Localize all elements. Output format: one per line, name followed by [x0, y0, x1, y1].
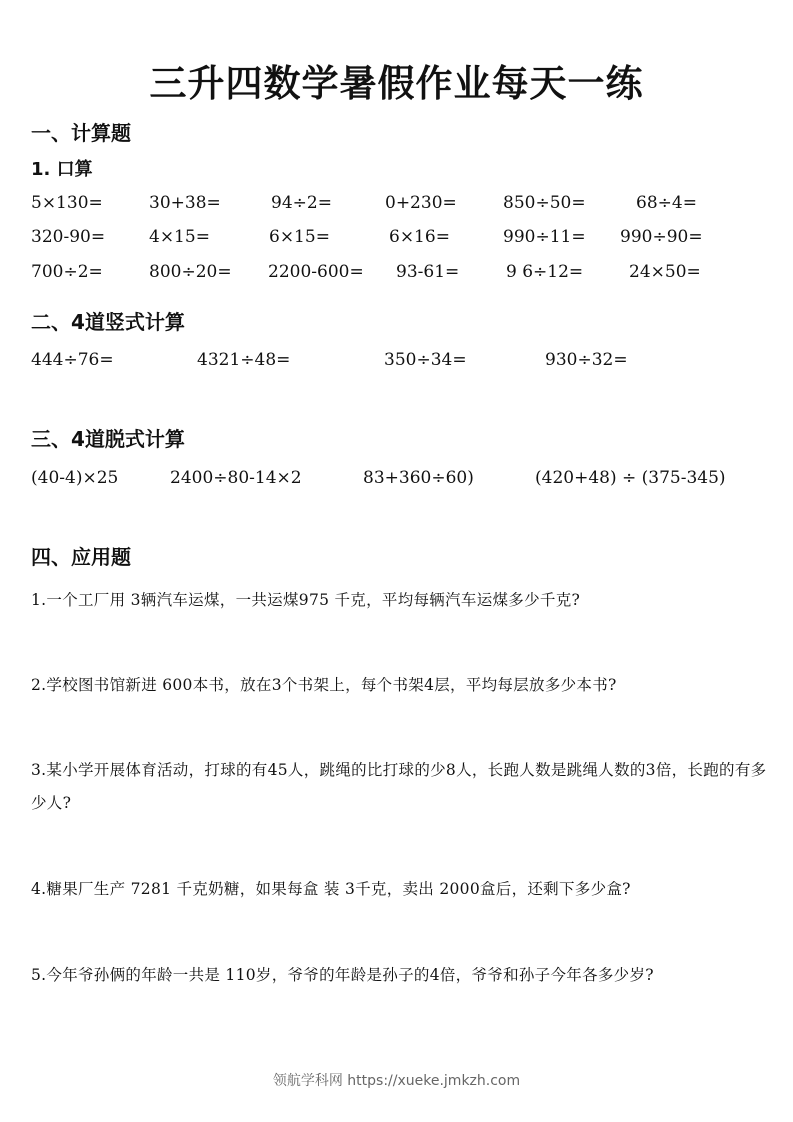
- mental-math-item: 30+38=: [149, 193, 221, 213]
- mental-math-item: 6×15=: [269, 227, 330, 247]
- section-heading-vertical: 二、4道竖式计算: [31, 310, 185, 334]
- section-heading-word-problems: 四、应用题: [31, 545, 131, 569]
- mental-math-item: 320-90=: [31, 227, 106, 247]
- stepwise-calc-item: (420+48) ÷ (375-345): [535, 468, 726, 488]
- section-heading-stepwise: 三、4道脱式计算: [31, 427, 185, 451]
- word-problem: 3.某小学开展体育活动，打球的有45人，跳绳的比打球的少8人，长跑人数是跳绳人数的3倍，长跑的有多少人?: [31, 761, 767, 812]
- mental-math-item: 990÷11=: [503, 227, 586, 247]
- mental-math-item: 93-61=: [396, 262, 460, 282]
- vertical-calc-item: 4321÷48=: [197, 350, 291, 370]
- stepwise-calc-item: (40-4)×25: [31, 468, 119, 488]
- mental-math-item: 2200-600=: [268, 262, 364, 282]
- mental-math-item: 68÷4=: [636, 193, 697, 213]
- mental-math-item: 700÷2=: [31, 262, 103, 282]
- mental-math-item: 4×15=: [149, 227, 210, 247]
- footer-watermark: 领航学科网 https://xueke.jmkzh.com: [272, 1073, 521, 1089]
- page-title: 三升四数学暑假作业每天一练: [149, 62, 644, 105]
- word-problem: 5.今年爷孙俩的年龄一共是 110岁，爷爷的年龄是孙子的4倍，爷爷和孙子今年各多少岁?: [31, 966, 654, 984]
- subheading-mental-math: 1. 口算: [31, 159, 93, 180]
- mental-math-item: 6×16=: [389, 227, 450, 247]
- stepwise-calc-item: 2400÷80-14×2: [170, 468, 302, 488]
- mental-math-item: 5×130=: [31, 193, 103, 213]
- vertical-calc-item: 444÷76=: [31, 350, 114, 370]
- stepwise-calc-item: 83+360÷60): [363, 468, 474, 488]
- section-heading-calculation: 一、计算题: [31, 121, 131, 145]
- mental-math-item: 0+230=: [385, 193, 457, 213]
- mental-math-item: 800÷20=: [149, 262, 232, 282]
- word-problem: 2.学校图书馆新进 600本书，放在3个书架上，每个书架4层，平均每层放多少本书?: [31, 676, 617, 694]
- mental-math-item: 990÷90=: [620, 227, 703, 247]
- mental-math-item: 850÷50=: [503, 193, 586, 213]
- vertical-calc-item: 350÷34=: [384, 350, 467, 370]
- vertical-calc-item: 930÷32=: [545, 350, 628, 370]
- mental-math-item: 9 6÷12=: [506, 262, 584, 282]
- word-problem: 1.一个工厂用 3辆汽车运煤，一共运煤975 千克，平均每辆汽车运煤多少千克?: [31, 591, 581, 609]
- mental-math-item: 94÷2=: [271, 193, 332, 213]
- word-problem: 4.糖果厂生产 7281 千克奶糖，如果每盒 装 3千克，卖出 2000盒后，还剩下多少盒?: [31, 880, 631, 898]
- mental-math-item: 24×50=: [629, 262, 701, 282]
